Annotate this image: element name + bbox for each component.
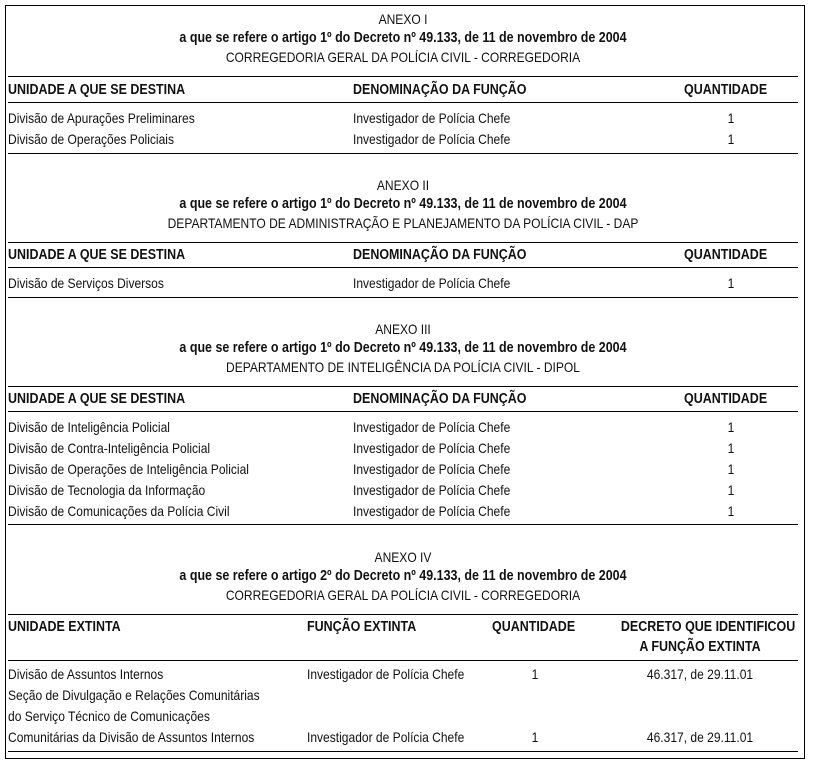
annex-2-title: ANEXO II xyxy=(376,177,430,193)
annex-2-heading xyxy=(8,176,798,233)
extinct-function-cell: Investigador de Polícia Chefe xyxy=(307,729,465,745)
annex-4-department: CORREGEDORIA GERAL DA POLÍCIA CIVIL - CORREGEDORIA xyxy=(225,587,581,603)
extinct-unit-cell: Divisão de Assuntos Internos xyxy=(8,666,164,682)
function-cell: Investigador de Polícia Chefe xyxy=(353,461,511,477)
table-row xyxy=(8,438,798,459)
quantity-cell: 1 xyxy=(531,729,539,745)
unit-cell: Divisão de Apurações Preliminares xyxy=(8,110,195,126)
column-header-decree: DECRETO QUE IDENTIFICOU xyxy=(620,619,796,635)
annex-3-bottom-rule xyxy=(8,524,798,525)
table-row xyxy=(8,685,798,706)
annex-3-subtitle: a que se refere o artigo 1º do Decreto nº 49.133, de 11 de novembro de 2004 xyxy=(179,340,627,356)
column-header-extinct-function: FUNÇÃO EXTINTA xyxy=(307,619,417,635)
annex-3-heading xyxy=(8,320,798,377)
extinct-unit-cell: Comunitárias da Divisão de Assuntos Internos xyxy=(8,729,255,745)
annex-4-title: ANEXO IV xyxy=(374,549,432,565)
column-header-extinct-unit: UNIDADE EXTINTA xyxy=(8,619,121,635)
column-header-unit: UNIDADE A QUE SE DESTINA xyxy=(8,82,186,98)
decree-cell: 46.317, de 29.11.01 xyxy=(646,729,754,745)
table-row xyxy=(8,459,798,480)
annex-2-top-rule xyxy=(8,242,798,243)
quantity-cell: 1 xyxy=(727,440,735,456)
column-header-quantity: QUANTIDADE xyxy=(684,82,768,98)
unit-cell: Divisão de Comunicações da Polícia Civil xyxy=(8,503,230,519)
annex-3-title: ANEXO III xyxy=(375,321,431,337)
table-row xyxy=(8,664,798,685)
function-cell: Investigador de Polícia Chefe xyxy=(353,482,511,498)
annex-1-subtitle: a que se refere o artigo 1º do Decreto nº 49.133, de 11 de novembro de 2004 xyxy=(179,30,627,46)
annex-2-bottom-rule xyxy=(8,297,798,298)
annex-1-header-rule xyxy=(8,102,798,103)
column-header-quantity: QUANTIDADE xyxy=(684,391,768,407)
annex-2-department: DEPARTAMENTO DE ADMINISTRAÇÃO E PLANEJAMENTO DA POLÍCIA CIVIL - DAP xyxy=(167,215,639,231)
column-header-quantity: QUANTIDADE xyxy=(492,619,576,635)
function-cell: Investigador de Polícia Chefe xyxy=(353,275,511,291)
function-cell: Investigador de Polícia Chefe xyxy=(353,440,511,456)
quantity-cell: 1 xyxy=(727,482,735,498)
column-header-unit: UNIDADE A QUE SE DESTINA xyxy=(8,391,186,407)
quantity-cell: 1 xyxy=(727,503,735,519)
annex-1-top-rule xyxy=(8,76,798,77)
table-row xyxy=(8,480,798,501)
annex-4-subtitle: a que se refere o artigo 2º do Decreto nº 49.133, de 11 de novembro de 2004 xyxy=(179,568,627,584)
function-cell: Investigador de Polícia Chefe xyxy=(353,419,511,435)
quantity-cell: 1 xyxy=(727,110,735,126)
table-row xyxy=(8,417,798,438)
annex-1-heading xyxy=(8,10,798,67)
decree-cell: 46.317, de 29.11.01 xyxy=(646,666,754,682)
annex-1-department: CORREGEDORIA GERAL DA POLÍCIA CIVIL - CORREGEDORIA xyxy=(225,49,581,65)
column-header-decree-line-2: A FUNÇÃO EXTINTA xyxy=(639,639,761,655)
annex-3-header-rule xyxy=(8,411,798,412)
table-row xyxy=(8,706,798,727)
extinct-unit-cell: do Serviço Técnico de Comunicações xyxy=(8,708,210,724)
extinct-unit-cell: Seção de Divulgação e Relações Comunitárias xyxy=(8,687,260,703)
unit-cell: Divisão de Operações de Inteligência Policial xyxy=(8,461,249,477)
unit-cell: Divisão de Serviços Diversos xyxy=(8,275,164,291)
quantity-cell: 1 xyxy=(727,461,735,477)
quantity-cell: 1 xyxy=(531,666,539,682)
unit-cell: Divisão de Tecnologia da Informação xyxy=(8,482,206,498)
annex-3-top-rule xyxy=(8,386,798,387)
function-cell: Investigador de Polícia Chefe xyxy=(353,503,511,519)
quantity-cell: 1 xyxy=(727,275,735,291)
annex-2-header-row xyxy=(8,245,798,266)
column-header-function: DENOMINAÇÃO DA FUNÇÃO xyxy=(353,391,527,407)
annex-4-top-rule xyxy=(8,614,798,615)
annex-4-bottom-rule xyxy=(8,751,798,752)
column-header-quantity: QUANTIDADE xyxy=(684,247,768,263)
extinct-function-cell: Investigador de Polícia Chefe xyxy=(307,666,465,682)
table-row xyxy=(8,501,798,522)
annex-1-header-row xyxy=(8,80,798,101)
quantity-cell: 1 xyxy=(727,131,735,147)
annex-1-bottom-rule xyxy=(8,153,798,154)
table-row xyxy=(8,108,798,129)
annex-2-subtitle: a que se refere o artigo 1º do Decreto nº 49.133, de 11 de novembro de 2004 xyxy=(179,196,627,212)
quantity-cell: 1 xyxy=(727,419,735,435)
table-row xyxy=(8,727,798,748)
unit-cell: Divisão de Contra-Inteligência Policial xyxy=(8,440,211,456)
function-cell: Investigador de Polícia Chefe xyxy=(353,110,511,126)
annex-4-header-rule xyxy=(8,660,798,661)
annex-4-heading xyxy=(8,548,798,605)
table-row xyxy=(8,273,798,294)
annex-2-header-rule xyxy=(8,267,798,268)
column-header-unit: UNIDADE A QUE SE DESTINA xyxy=(8,247,186,263)
annex-3-department: DEPARTAMENTO DE INTELIGÊNCIA DA POLÍCIA CIVIL - DIPOL xyxy=(226,359,580,375)
annex-4-header-row-2 xyxy=(8,637,798,658)
unit-cell: Divisão de Operações Policiais xyxy=(8,131,174,147)
unit-cell: Divisão de Inteligência Policial xyxy=(8,419,170,435)
column-header-function: DENOMINAÇÃO DA FUNÇÃO xyxy=(353,247,527,263)
annex-3-header-row xyxy=(8,389,798,410)
column-header-function: DENOMINAÇÃO DA FUNÇÃO xyxy=(353,82,527,98)
annex-1-title: ANEXO I xyxy=(378,11,428,27)
annex-4-header-row xyxy=(8,617,798,638)
function-cell: Investigador de Polícia Chefe xyxy=(353,131,511,147)
table-row xyxy=(8,129,798,150)
